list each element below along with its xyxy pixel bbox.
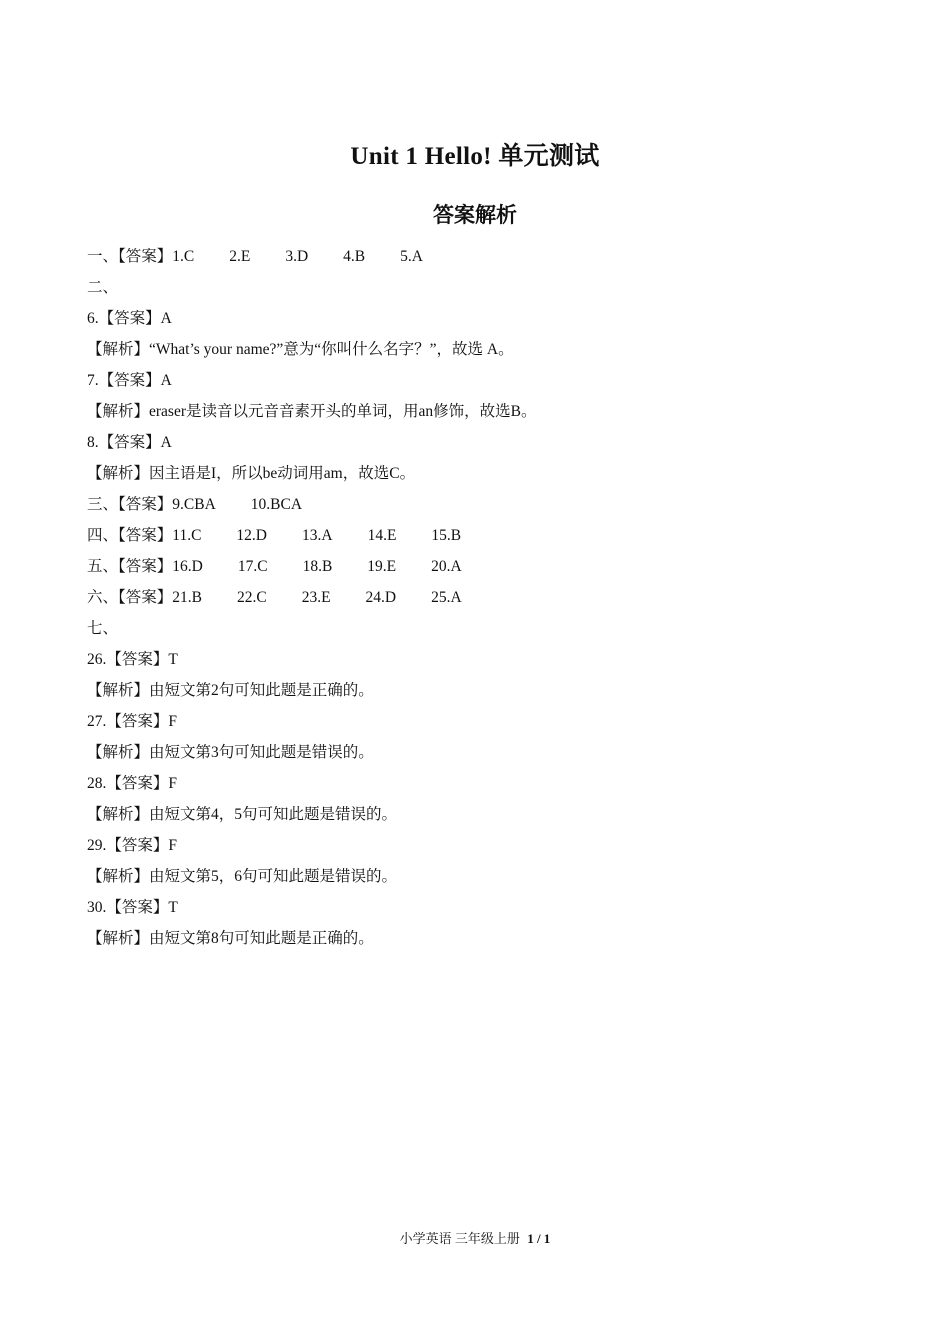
- answer-line: 二、: [87, 279, 119, 296]
- page-number: 1 / 1: [527, 1231, 551, 1246]
- answer-item: 15.B: [431, 527, 462, 544]
- answer-line: 【解析】由短文第2句可知此题是正确的。: [87, 682, 374, 699]
- answer-line: 28.【答案】F: [87, 775, 177, 792]
- answer-line: 【解析】eraser是读音以元音音素开头的单词，用an修饰，故选B。: [87, 403, 537, 420]
- answer-item: 17.C: [237, 558, 268, 575]
- answer-item: 13.A: [301, 527, 333, 544]
- answer-item: 24.D: [365, 589, 397, 606]
- answer-line: 【解析】由短文第4，5句可知此题是错误的。: [87, 806, 398, 823]
- answer-line: 【解析】由短文第8句可知此题是正确的。: [87, 930, 374, 947]
- answer-item: 11.C: [172, 527, 202, 544]
- answer-item: 20.A: [431, 558, 462, 575]
- answer-line: 【解析】“What’s your name?”意为“你叫什么名字？”，故选 A。: [87, 341, 514, 358]
- answer-line: 26.【答案】T: [87, 651, 178, 668]
- page-footer: [0, 1228, 950, 1247]
- answer-line: 【解析】由短文第5，6句可知此题是错误的。: [87, 868, 398, 885]
- answer-content: [87, 241, 867, 954]
- answer-prefix: 一、【答案】: [87, 248, 173, 265]
- answer-line: [87, 241, 867, 272]
- answer-prefix: 六、【答案】: [87, 589, 173, 606]
- answer-item: 1.C: [172, 248, 195, 265]
- answer-line: 6.【答案】A: [87, 310, 172, 327]
- answer-item: 22.C: [236, 589, 267, 606]
- answer-item: 12.D: [236, 527, 267, 544]
- answer-item: 2.E: [229, 248, 251, 265]
- document-title: Unit 1 Hello! 单元测试: [350, 143, 600, 170]
- answer-item: 4.B: [343, 248, 366, 265]
- answer-line: 27.【答案】F: [87, 713, 177, 730]
- answer-line: 七、: [87, 620, 119, 637]
- answer-item: 5.A: [400, 248, 423, 265]
- answer-line: 7.【答案】A: [87, 372, 172, 389]
- answer-item: 10.BCA: [250, 496, 303, 513]
- answer-item: 19.E: [367, 558, 397, 575]
- answer-prefix: 三、【答案】: [87, 496, 173, 513]
- answer-item: 3.D: [285, 248, 309, 265]
- answer-line: [87, 551, 867, 582]
- answer-item: 16.D: [172, 558, 203, 575]
- answer-line: 30.【答案】T: [87, 899, 178, 916]
- answer-prefix: 四、【答案】: [87, 527, 173, 544]
- answer-line: 【解析】由短文第3句可知此题是错误的。: [87, 744, 374, 761]
- answer-item: 9.CBA: [172, 496, 216, 513]
- answer-line: 29.【答案】F: [87, 837, 177, 854]
- answer-line: 【解析】因主语是I，所以be动词用am，故选C。: [87, 465, 416, 482]
- answer-line: [87, 582, 867, 613]
- answer-item: 23.E: [301, 589, 331, 606]
- answer-line: [87, 520, 867, 551]
- answer-item: 14.E: [367, 527, 397, 544]
- answer-item: 25.A: [431, 589, 462, 606]
- answer-prefix: 五、【答案】: [87, 558, 173, 575]
- document-subtitle: 答案解析: [433, 203, 517, 227]
- answer-line: 8.【答案】A: [87, 434, 172, 451]
- answer-item: 21.B: [172, 589, 202, 606]
- answer-line: [87, 489, 867, 520]
- answer-item: 18.B: [302, 558, 333, 575]
- footer-text: 小学英语 三年级上册: [399, 1231, 520, 1246]
